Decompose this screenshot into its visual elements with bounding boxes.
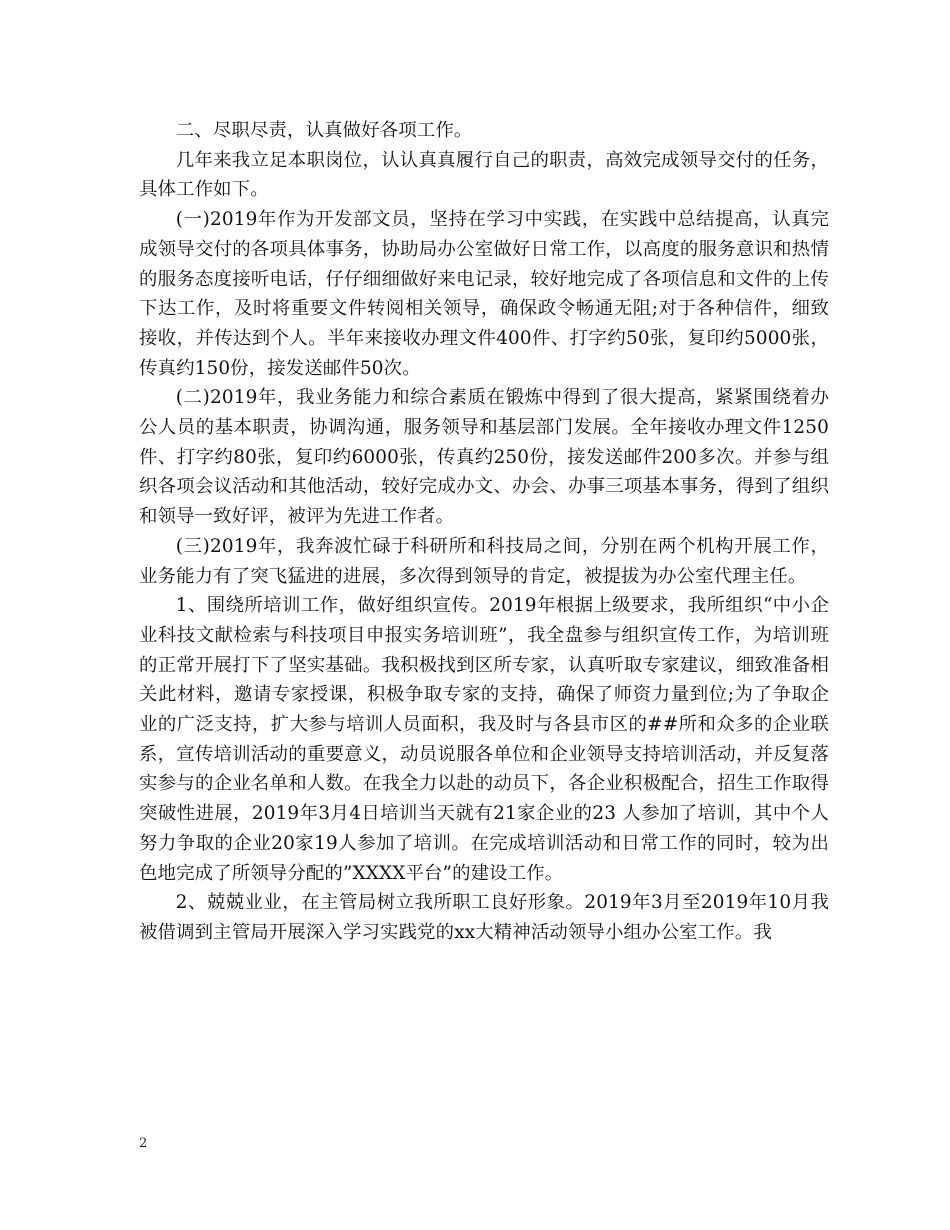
paragraph-item-2: (二)2019年，我业务能力和综合素质在锻炼中得到了很大提高，紧紧围绕着办公人员的基本职责，协调沟通，服务领导和基层部门发展。全年接收办理文件1250件、打字约80张，复印约6000张，传真约250份，接发送邮件200多次。并参与组织各项会议活动和其他活动，较好完成办文、办会、办事三项基本事务，得到了组织和领导一致好评，被评为先进工作者。 bbox=[139, 387, 829, 528]
page-number: 2 bbox=[139, 1136, 148, 1151]
paragraph-intro: 几年来我立足本职岗位，认认真真履行自己的职责，高效完成领导交付的任务，具体工作如下。 bbox=[139, 149, 829, 201]
paragraph-subitem-2: 2、兢兢业业，在主管局树立我所职工良好形象。2019年3月至2019年10月我被借调到主管局开展深入学习实践党的xx大精神活动领导小组办公室工作。我 bbox=[139, 892, 829, 943]
paragraph-subitem-1: 1、围绕所培训工作，做好组织宣传。2019年根据上级要求，我所组织“中小企业科技文献检索与科技项目申报实务培训班”，我全盘参与组织宣传工作，为培训班的正常开展打下了坚实基础。我积极找到区所专家，认真听取专家建议，细致准备相关此材料，邀请专家授课，积极争取专家的支持，确保了师资力量到位;为了争取企业的广泛支持，扩大参与培训人员面积，我及时与各县市区的##所和众多的企业联系，宣传培训活动的重要意义，动员说服各单位和企业领导支持培训活动，并反复落实参与的企业名单和人数。在我全力以赴的动员下，各企业积极配合，招生工作取得突破性进展，2019年3月4日培训当天就有21家企业的23 人参加了培训，其中个人努力争取的企业20家19人参加了培训。在完成培训活动和日常工作的同时，较为出色地完成了所领导分配的”XXXX平台”的建设工作。 bbox=[139, 595, 829, 884]
document-body bbox=[139, 116, 829, 948]
paragraph-item-3: (三)2019年，我奔波忙碌于科研所和科技局之间，分别在两个机构开展工作，业务能力有了突飞猛进的进展，多次得到领导的肯定，被提拔为办公室代理主任。 bbox=[139, 535, 829, 587]
section-heading: 二、尽职尽责，认真做好各项工作。 bbox=[175, 120, 473, 141]
paragraph-item-1: (一)2019年作为开发部文员，坚持在学习中实践，在实践中总结提高，认真完成领导交付的各项具体事务，协助局办公室做好日常工作，以高度的服务意识和热情的服务态度接听电话，仔仔细细做好来电记录，较好地完成了各项信息和文件的上传下达工作，及时将重要文件转阅相关领导，确保政令畅通无阻;对于各种信件，细致接收，并传达到个人。半年来接收办理文件400件、打字约50张，复印约5000张，传真约150份，接发送邮件50次。 bbox=[139, 209, 829, 379]
